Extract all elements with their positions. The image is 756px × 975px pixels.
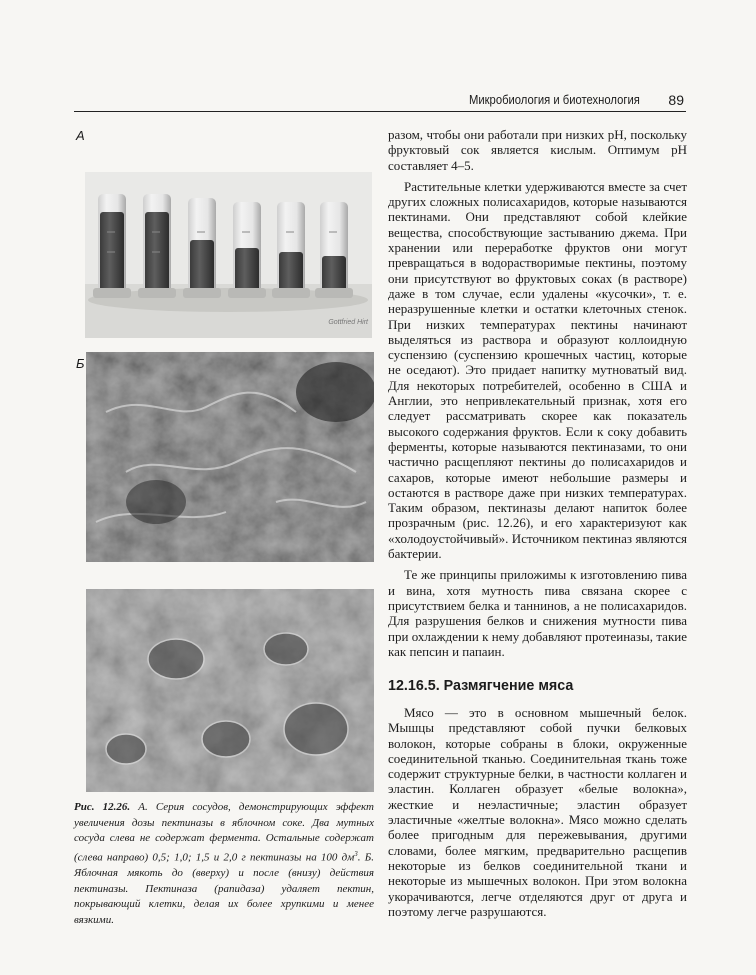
tube-2 [138, 194, 176, 298]
caption-superscript: 3 [354, 849, 358, 858]
body-column-lower [388, 705, 687, 919]
caption-lead: Рис. 12.26. [74, 801, 131, 813]
page-number: 89 [668, 92, 684, 108]
tube-6 [315, 202, 353, 298]
figure-b-before-photo [86, 352, 374, 562]
body-column-upper [388, 127, 687, 659]
paragraph-2: Растительные клетки удерживаются вместе за счет других сложных полисахаридов, которые называются пектинами. Они представляют собой клейкие вещества, способствующие застыванию джема. При хранении или переработке фруктов они могут превращаться в водорастворимые пектины, поэтому они присутствуют во фруктовых соках (в растворе) даже в том случае, если удалены «кусочки», т. е. неразрушенные клетки и остатки клеточных стенок. При низких температурах пектины начинают выделяться из раствора и образуют коллоидную суспензию (суспензию крошечных частиц, которые не оседают). Это придает напитку мутноватый вид. Для некоторых потребителей, особенно в США и Англии, это непривлекательный признак, хотя его следует рассматривать скорее как показатель высокого содержания фруктов. Если к соку добавить ферменты, которые называются пектиназами, то они частично расщепляют пектины до полисахаридов и сахаров, которые имеют небольшие размеры и остаются в растворе даже при низких температурах. Таким образом, пектиназы делают напиток более прозрачным (рис. 12.26), и его характеризуют как «холодоустойчивый». Источником пектиназ являются бактерии. [388, 178, 687, 562]
section-heading: 12.16.5. Размягчение мяса [388, 678, 574, 694]
running-head-title: Микробиология и биотехнология [469, 93, 640, 107]
paragraph-4: Мясо — это в основном мышечный белок. Мышцы представляют собой пучки белковых волокон, которые собраны в блоки, окруженные соединительной тканью. Соединительная ткань тоже содержит структурные белки, в частности коллаген и эластин. Коллаген образует «белые волокна», жесткие и неэластичные; эластин образует эластичные «желтые волокна». Мясо можно сделать более пригодным для пережевывания, другими словами, более мягким, предварительно расщепив некоторые из белков соединительной ткани и некоторые из мышечных волокон. При этом волокна укорачиваются, легче отделяются друг от друга и поэтому легче разрушаются. [388, 705, 687, 919]
paragraph-3: Те же принципы приложимы к изготовлению пива и вина, хотя мутность пива связана скорее с присутствием белка и таннинов, а не полисахаридов. Для разрушения белков и снижения мутности пива при охлаждении к нему добавляют протеиназы, такие как пепсин и папаин. [388, 567, 687, 659]
tube-4 [228, 202, 266, 298]
tube-1 [93, 194, 131, 298]
figure-a-tubes-photo [85, 172, 372, 338]
photo-watermark: Gottfried Hirt [328, 319, 368, 326]
tube-3 [183, 198, 221, 298]
caption-text-2: . Б. Яблочная мякоть до (вверху) и после (внизу) действия пектиназы. Пектиназа (рапидаза) удаляет пектин, покрывающий клетки, делая их более хрупкими и менее вязкими. [74, 851, 374, 926]
running-head [74, 91, 686, 112]
figure-b-after-photo [86, 589, 374, 792]
panel-label-b: Б [76, 356, 85, 371]
paragraph-1: разом, чтобы они работали при низких pH, поскольку фруктовый сок является кислым. Оптимум pH составляет 4–5. [388, 127, 687, 173]
tube-5 [272, 202, 310, 298]
caption-text-1: А. Серия сосудов, демонстрирующих эффект увеличения дозы пектиназы в яблочном соке. Два мутных сосуда слева не содержат фермента. Остальные содержат (слева направо) 0,5; 1,0; 1,5 и 2,0 г пектиназы на 100 дм [74, 801, 374, 864]
panel-label-a: А [76, 128, 85, 143]
figure-caption [74, 800, 374, 928]
